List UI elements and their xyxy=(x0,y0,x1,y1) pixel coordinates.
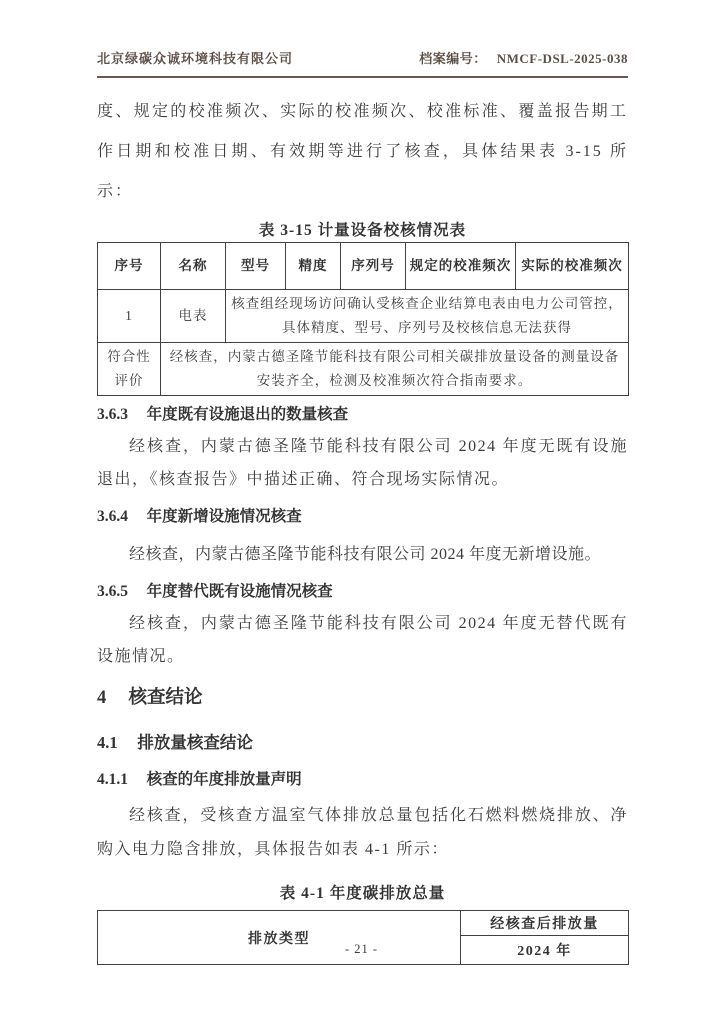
heading-4 xyxy=(97,685,628,711)
heading-number: 4.1.1 xyxy=(97,771,128,788)
page-content xyxy=(97,48,628,965)
column-header-model: 型号 xyxy=(226,243,286,290)
paragraph-3-6-4: 经核查，内蒙古德圣隆节能科技有限公司 2024 年度无新增设施。 xyxy=(129,546,602,563)
cell-year-header: 2024 年 xyxy=(461,936,629,965)
heading-number: 3.6.4 xyxy=(97,508,128,525)
heading-4-1 xyxy=(97,731,628,755)
table-row xyxy=(98,343,629,396)
heading-number: 4 xyxy=(97,688,107,708)
heading-title: 核查结论 xyxy=(128,688,203,708)
table-4-1-title: 表 4-1 年度碳排放总量 xyxy=(279,885,446,902)
column-header-precision: 精度 xyxy=(286,243,341,290)
table-3-15-header-row xyxy=(98,243,629,290)
heading-title: 排放量核查结论 xyxy=(137,733,253,752)
heading-3-6-4 xyxy=(97,506,628,528)
paragraph-3-6-3: 经核查，内蒙古德圣隆节能科技有限公司 2024 年度无既有设施退出，《核查报告》中描述正确、符合现场实际情况。 xyxy=(97,438,628,488)
heading-3-6-3 xyxy=(97,404,628,426)
heading-number: 3.6.3 xyxy=(97,406,128,423)
heading-title: 年度既有设施退出的数量核查 xyxy=(146,406,349,423)
heading-title: 年度替代既有设施情况核查 xyxy=(146,583,333,600)
table-3-15 xyxy=(97,242,629,396)
cell-seq-1: 1 xyxy=(98,290,161,343)
table-3-15-title: 表 3-15 计量设备校核情况表 xyxy=(258,222,467,239)
column-header-serial: 序列号 xyxy=(341,243,406,290)
column-header-required-freq: 规定的校准频次 xyxy=(406,243,516,290)
heading-number: 3.6.5 xyxy=(97,583,128,600)
cell-verified-emission-header: 经核查后排放量 xyxy=(461,911,629,936)
paragraph-4-1-1: 经核查，受核查方温室气体排放总量包括化石燃料燃烧排放、净购入电力隐含排放，具体报告如表 4-1 所示： xyxy=(97,807,628,858)
header-file-number: NMCF-DSL-2025-038 xyxy=(496,51,628,66)
column-header-seq: 序号 xyxy=(98,243,161,290)
page-header xyxy=(97,48,628,78)
heading-title: 核查的年度排放量声明 xyxy=(146,771,302,788)
heading-3-6-5 xyxy=(97,581,628,603)
heading-number: 4.1 xyxy=(97,733,118,752)
column-header-name: 名称 xyxy=(161,243,226,290)
table-row xyxy=(98,911,629,936)
column-header-actual-freq: 实际的校准频次 xyxy=(516,243,629,290)
cell-meter-note: 核查组经现场访问确认受核查企业结算电表由电力公司管控，具体精度、型号、序列号及校核信息无法获得 xyxy=(226,290,629,343)
cell-emission-type-header: 排放类型 xyxy=(98,911,461,965)
header-file-label: 档案编号： xyxy=(419,51,487,66)
header-file-number-group xyxy=(419,48,628,67)
cell-conformity-label: 符合性评价 xyxy=(98,343,161,396)
cell-name-meter: 电表 xyxy=(161,290,226,343)
heading-4-1-1 xyxy=(97,769,628,791)
page-number: - 21 - xyxy=(344,942,379,956)
paragraph-3-6-5: 经核查，内蒙古德圣隆节能科技有限公司 2024 年度无替代既有设施情况。 xyxy=(97,615,628,665)
cell-conformity-note: 经核查，内蒙古德圣隆节能科技有限公司相关碳排放量设备的测量设备安装齐全，检测及校准频次符合指南要求。 xyxy=(161,343,629,396)
table-row xyxy=(98,290,629,343)
paragraph-calibration-intro: 度、规定的校准频次、实际的校准频次、校准标准、覆盖报告期工作日期和校准日期、有效期等进行了核查，具体结果表 3-15 所示： xyxy=(97,103,628,200)
heading-title: 年度新增设施情况核查 xyxy=(146,508,302,525)
header-company-name: 北京绿碳众诚环境科技有限公司 xyxy=(97,51,294,66)
